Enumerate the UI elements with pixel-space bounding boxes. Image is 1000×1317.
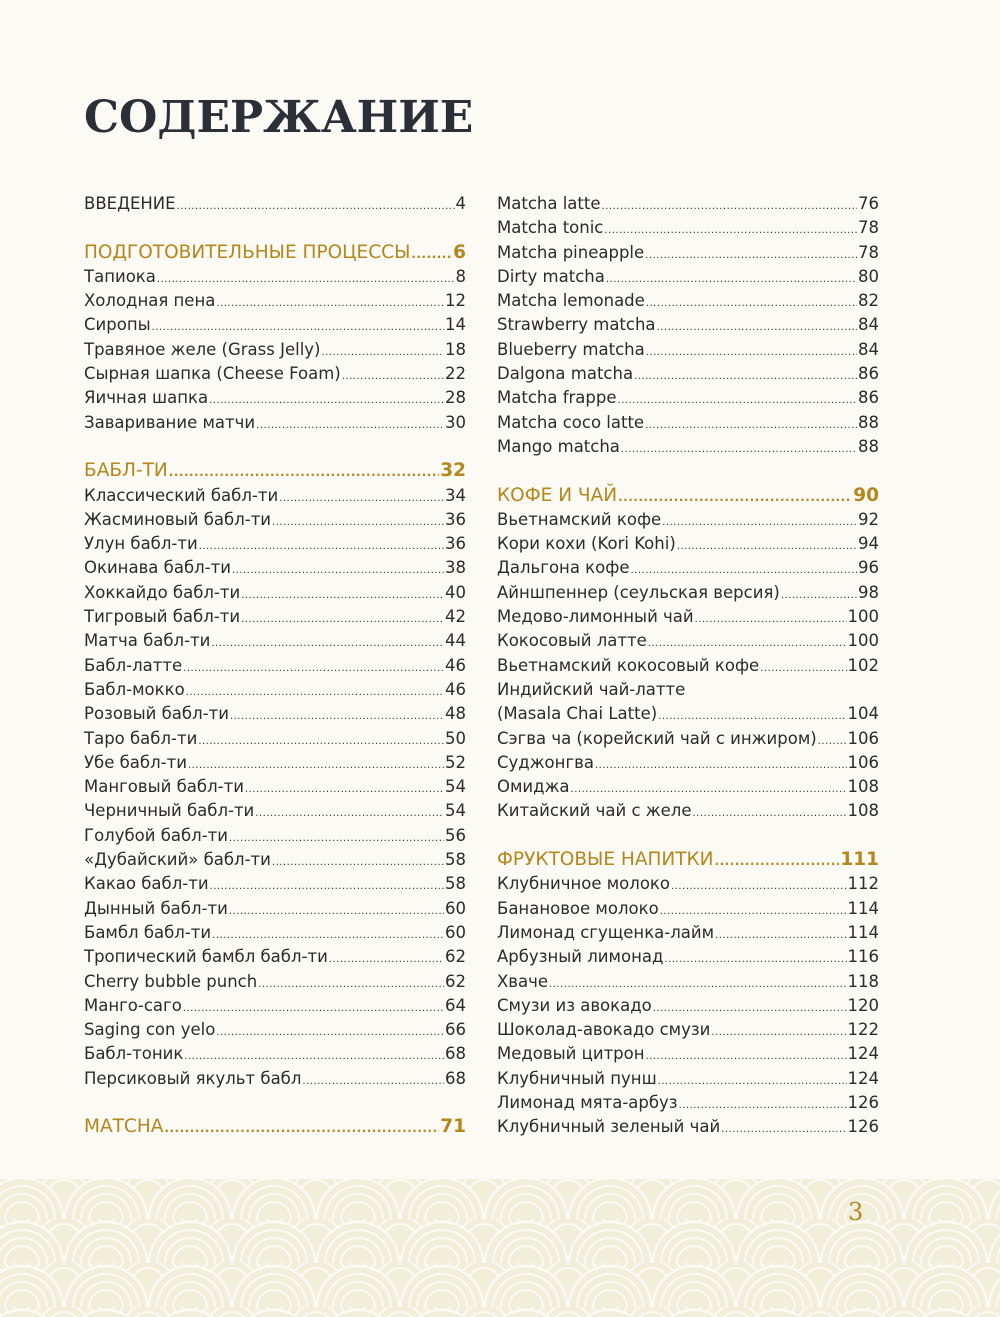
- toc-entry[interactable]: [84, 532, 466, 556]
- toc-entry-page: 76: [858, 194, 879, 213]
- toc-entry-title: Лимонад сгущенка-лайм: [497, 922, 715, 942]
- toc-entry[interactable]: [497, 192, 879, 216]
- toc-entry-title: (Masala Chai Latte): [497, 704, 658, 724]
- toc-entry-title: Сиропы: [84, 315, 151, 335]
- toc-entry-title: МАТСНА: [84, 1116, 164, 1138]
- dot-leader: [210, 875, 444, 899]
- toc-entry-page: 100: [847, 607, 879, 627]
- toc-entry-page: 68: [445, 1068, 466, 1088]
- toc-entry-page: 104: [847, 704, 879, 724]
- toc-entry-page: 58: [445, 874, 466, 894]
- toc-entry-page: 42: [445, 607, 466, 627]
- toc-entry-title: Dalgona matcha: [497, 364, 634, 384]
- toc-entry[interactable]: [497, 216, 879, 240]
- dot-leader: [646, 292, 857, 316]
- toc-entry[interactable]: [497, 411, 879, 435]
- dot-leader: [256, 414, 444, 438]
- toc-entry-title: Какао бабл-ти: [84, 874, 209, 894]
- toc-right-column: [497, 192, 879, 1140]
- toc-entry[interactable]: [497, 313, 879, 337]
- toc-entry-title: Арбузный лимонад: [497, 947, 664, 967]
- toc-entry-title: Индийский чай-латте: [497, 679, 686, 699]
- toc-entry-page: 80: [858, 266, 879, 286]
- toc-entry[interactable]: [84, 1042, 466, 1066]
- toc-entry[interactable]: [497, 654, 879, 678]
- toc-entry-page: 84: [858, 315, 879, 335]
- dot-leader: [711, 1021, 846, 1045]
- toc-entry-page: 60: [445, 922, 466, 942]
- toc-entry-page: 36: [445, 534, 466, 554]
- toc-entry[interactable]: [497, 508, 879, 532]
- toc-entry-page: 66: [445, 1020, 466, 1040]
- toc-entry-title: Убе бабл-ти: [84, 752, 187, 772]
- toc-entry[interactable]: [84, 581, 466, 605]
- toc-entry-title: Манговый бабл-ти: [84, 777, 244, 797]
- toc-entry[interactable]: [497, 289, 879, 313]
- dot-leader: [216, 1021, 444, 1045]
- toc-entry-page: 60: [445, 898, 466, 918]
- dot-leader: [646, 1045, 847, 1069]
- toc-entry-title: Matcha coco latte: [497, 412, 645, 432]
- toc-section-heading[interactable]: [497, 848, 879, 872]
- toc-entry[interactable]: [497, 897, 879, 921]
- toc-entry-title: Matcha tonic: [497, 218, 604, 238]
- toc-entry-page: 50: [445, 728, 466, 748]
- toc-entry-title: Cherry bubble punch: [84, 971, 258, 991]
- dot-leader: [169, 460, 439, 484]
- toc-entry-page: 120: [847, 995, 879, 1015]
- toc-entry-title: Окинава бабл-ти: [84, 558, 231, 578]
- toc-entry[interactable]: [497, 265, 879, 289]
- toc-entry[interactable]: [84, 751, 466, 775]
- toc-entry-title: Китайский чай с желе: [497, 801, 692, 821]
- toc-entry[interactable]: [84, 970, 466, 994]
- toc-entry-page: 22: [445, 364, 466, 384]
- toc-entry[interactable]: [84, 678, 466, 702]
- toc-entry[interactable]: [497, 702, 879, 726]
- toc-entry-page: 78: [858, 242, 879, 262]
- toc-entry-page: 4: [455, 194, 466, 213]
- toc-entry-page: 18: [445, 339, 466, 359]
- toc-entry[interactable]: [497, 1067, 879, 1091]
- toc-entry-page: 82: [858, 291, 879, 311]
- toc-entry-page: 52: [445, 752, 466, 772]
- toc-left-column: [84, 192, 466, 1140]
- toc-entry[interactable]: [84, 484, 466, 508]
- toc-entry-title: Бабл-тоник: [84, 1044, 184, 1064]
- toc-entry[interactable]: [497, 362, 879, 386]
- toc-entry-page: 71: [440, 1116, 466, 1138]
- toc-entry[interactable]: [84, 605, 466, 629]
- toc-entry-page: 78: [858, 218, 879, 238]
- toc-entry[interactable]: [84, 654, 466, 678]
- toc-entry-page: 94: [858, 534, 879, 554]
- toc-entry[interactable]: [497, 970, 879, 994]
- toc-entry-title: Айншпеннер (сеульская версия): [497, 582, 780, 602]
- toc-entry-title: Банановое молоко: [497, 898, 659, 918]
- toc-entry[interactable]: [497, 1018, 879, 1042]
- toc-entry-title: Хваче: [497, 971, 549, 991]
- toc-spacer: [84, 216, 466, 240]
- toc-entry-page: 54: [445, 801, 466, 821]
- toc-entry-title: Холодная пена: [84, 291, 216, 311]
- toc-entry[interactable]: [497, 921, 879, 945]
- dot-leader: [411, 242, 452, 266]
- toc-entry-page: 86: [858, 388, 879, 408]
- toc-entry-title: Matcha latte: [497, 194, 601, 213]
- toc-entry-page: 62: [445, 947, 466, 967]
- dot-leader: [677, 535, 857, 559]
- toc-section-heading[interactable]: [84, 459, 466, 483]
- dot-leader: [199, 535, 444, 559]
- toc-section-heading[interactable]: [497, 484, 879, 508]
- dot-leader: [211, 632, 444, 656]
- toc-entry[interactable]: [497, 338, 879, 362]
- dot-leader: [760, 657, 846, 681]
- toc-entry-title: Вьетнамский кофе: [497, 509, 662, 529]
- toc-entry-title: Saging con yelo: [84, 1020, 216, 1040]
- toc-entry[interactable]: [84, 192, 466, 216]
- toc-entry-title: Dirty matcha: [497, 266, 605, 286]
- dot-leader: [258, 973, 444, 997]
- dot-leader: [692, 802, 846, 826]
- toc-entry-title: Таро бабл-ти: [84, 728, 198, 748]
- dot-leader: [645, 414, 857, 438]
- toc-spacer: [84, 1091, 466, 1115]
- toc-entry[interactable]: [84, 1018, 466, 1042]
- toc-entry[interactable]: [84, 921, 466, 945]
- toc-entry[interactable]: [497, 727, 879, 751]
- toc-entry[interactable]: [84, 824, 466, 848]
- dot-leader: [183, 997, 444, 1021]
- toc-entry-page: 111: [840, 849, 879, 871]
- toc-entry-title: «Дубайский» бабл-ти: [84, 850, 271, 870]
- toc-entry[interactable]: [497, 605, 879, 629]
- toc-entry[interactable]: [497, 629, 879, 653]
- dot-leader: [618, 389, 857, 413]
- toc-entry[interactable]: [84, 508, 466, 532]
- toc-entry-title: Заваривание матчи: [84, 412, 256, 432]
- dot-leader: [342, 365, 444, 389]
- toc-entry-title: Голубой бабл-ти: [84, 825, 229, 845]
- toc-entry[interactable]: [497, 435, 879, 459]
- toc-entry[interactable]: [84, 702, 466, 726]
- toc-entry-title: Травяное желе (Grass Jelly): [84, 339, 321, 359]
- toc-entry-title: Клубничный пунш: [497, 1068, 657, 1088]
- toc-entry-page: 46: [445, 655, 466, 675]
- dot-leader: [216, 292, 444, 316]
- toc-entry[interactable]: [497, 386, 879, 410]
- dot-leader: [618, 485, 852, 509]
- toc-entry-page: 84: [858, 339, 879, 359]
- dot-leader: [662, 511, 857, 535]
- toc-entry[interactable]: [84, 897, 466, 921]
- toc-entry-title: Розовый бабл-ти: [84, 704, 229, 724]
- toc-entry[interactable]: [497, 994, 879, 1018]
- toc-entry-title: Манго-саго: [84, 995, 182, 1015]
- toc-entry-title: Бабл-мокко: [84, 679, 185, 699]
- dot-leader: [664, 948, 846, 972]
- dot-leader: [198, 730, 444, 754]
- dot-leader: [241, 608, 444, 632]
- toc-entry-title: Клубничный зеленый чай: [497, 1117, 721, 1137]
- toc-entry-page: 114: [847, 898, 879, 918]
- dot-leader: [329, 948, 444, 972]
- toc-entry-title: ВВЕДЕНИЕ: [84, 194, 176, 213]
- toc-entry-page: 102: [847, 655, 879, 675]
- toc-entry-title: Дынный бабл-ти: [84, 898, 228, 918]
- toc-entry-page: 108: [847, 801, 879, 821]
- toc-entry-title: Тигровый бабл-ти: [84, 607, 241, 627]
- toc-entry-page: 98: [858, 582, 879, 602]
- toc-entry-page: 54: [445, 777, 466, 797]
- toc-entry-page: 30: [445, 412, 466, 432]
- toc-entry-title: Классический бабл-ти: [84, 485, 279, 505]
- toc-entry[interactable]: [497, 678, 879, 702]
- toc-entry-title: Омиджа: [497, 777, 570, 797]
- dot-leader: [621, 438, 857, 462]
- toc-entry-title: Strawberry matcha: [497, 315, 656, 335]
- toc-entry-page: 108: [847, 777, 879, 797]
- toc-entry[interactable]: [497, 872, 879, 896]
- toc-entry-page: 116: [847, 947, 879, 967]
- toc-entry-page: 34: [445, 485, 466, 505]
- toc-entry[interactable]: [84, 338, 466, 362]
- dot-leader: [715, 849, 840, 873]
- toc-entry[interactable]: [84, 313, 466, 337]
- toc-entry-title: Персиковый якульт бабл: [84, 1068, 302, 1088]
- toc-entry-title: Кори кохи (Kori Kohi): [497, 534, 676, 554]
- toc-entry-title: Тропический бамбл бабл-ти: [84, 947, 328, 967]
- dot-leader: [272, 511, 444, 535]
- toc-entry[interactable]: [84, 1067, 466, 1091]
- dot-leader: [657, 316, 857, 340]
- dot-leader: [646, 341, 857, 365]
- toc-entry-title: ПОДГОТОВИТЕЛЬНЫЕ ПРОЦЕССЫ: [84, 241, 411, 263]
- toc-entry-page: 28: [445, 388, 466, 408]
- dot-leader: [232, 559, 444, 583]
- toc-entry-page: 48: [445, 704, 466, 724]
- dot-leader: [230, 705, 444, 729]
- toc-entry-page: 62: [445, 971, 466, 991]
- toc-entry[interactable]: [84, 727, 466, 751]
- dot-leader: [721, 1118, 846, 1142]
- toc-entry-page: 126: [847, 1117, 879, 1137]
- dot-leader: [715, 924, 846, 948]
- toc-entry-title: Matcha lemonade: [497, 291, 645, 311]
- toc-entry[interactable]: [497, 775, 879, 799]
- toc-entry-title: Яичная шапка: [84, 388, 209, 408]
- toc-entry-page: 126: [847, 1092, 879, 1112]
- toc-entry-page: 56: [445, 825, 466, 845]
- dot-leader: [183, 657, 444, 681]
- toc-entry-page: 96: [858, 558, 879, 578]
- dot-leader: [602, 195, 858, 219]
- toc-entry-page: 124: [847, 1068, 879, 1088]
- toc-entry[interactable]: [84, 848, 466, 872]
- toc-entry-page: 58: [445, 850, 466, 870]
- toc-entry-page: 88: [858, 412, 879, 432]
- toc-entry-title: Хоккайдо бабл-ти: [84, 582, 241, 602]
- dot-leader: [241, 584, 444, 608]
- dot-leader: [695, 608, 847, 632]
- toc-entry[interactable]: [84, 872, 466, 896]
- toc-entry-title: Дальгона кофе: [497, 558, 630, 578]
- page-number: 3: [848, 1198, 864, 1226]
- toc-entry-title: ФРУКТОВЫЕ НАПИТКИ: [497, 849, 714, 871]
- toc-entry[interactable]: [84, 629, 466, 653]
- toc-entry-title: Медово-лимонный чай: [497, 607, 694, 627]
- dot-leader: [818, 730, 847, 754]
- toc-entry[interactable]: [497, 241, 879, 265]
- dot-leader: [229, 900, 444, 924]
- toc-entry-page: 122: [847, 1020, 879, 1040]
- toc-entry-title: Клубничное молоко: [497, 874, 670, 894]
- toc-entry-title: Суджонгва: [497, 752, 594, 772]
- toc-entry[interactable]: [84, 411, 466, 435]
- dot-leader: [245, 778, 444, 802]
- dot-leader: [595, 754, 847, 778]
- dot-leader: [658, 1070, 847, 1094]
- toc-entry-page: 112: [847, 874, 879, 894]
- toc-entry-page: 100: [847, 631, 879, 651]
- toc-entry[interactable]: [497, 1042, 879, 1066]
- toc-entry-page: 68: [445, 1044, 466, 1064]
- toc-entry-page: 92: [858, 509, 879, 529]
- toc-spacer: [497, 459, 879, 483]
- toc-entry-page: 8: [455, 266, 466, 286]
- page-title: СОДЕРЖАНИЕ: [84, 92, 474, 143]
- toc-entry-title: Mango matcha: [497, 436, 620, 456]
- toc-entry[interactable]: [84, 289, 466, 313]
- dot-leader: [671, 875, 847, 899]
- toc-entry-page: 36: [445, 509, 466, 529]
- toc-entry[interactable]: [84, 994, 466, 1018]
- dot-leader: [279, 487, 444, 511]
- toc-entry-page: 90: [853, 484, 879, 506]
- toc-entry[interactable]: [497, 532, 879, 556]
- toc-entry-page: 40: [445, 582, 466, 602]
- dot-leader: [177, 195, 455, 219]
- toc-entry-title: Смузи из авокадо: [497, 995, 652, 1015]
- toc-entry-title: Бамбл бабл-ти: [84, 922, 212, 942]
- toc-entry-page: 106: [847, 728, 879, 748]
- toc-entry-title: Сэгва ча (корейский чай с инжиром): [497, 728, 817, 748]
- dot-leader: [255, 802, 444, 826]
- toc-entry-title: Matcha pineapple: [497, 242, 645, 262]
- toc-entry-title: Blueberry matcha: [497, 339, 645, 359]
- dot-leader: [634, 365, 857, 389]
- toc-entry[interactable]: [497, 799, 879, 823]
- toc-entry-title: Тапиока: [84, 266, 156, 286]
- toc-entry-page: 118: [847, 971, 879, 991]
- toc-entry-page: 88: [858, 436, 879, 456]
- toc-entry-title: Сырная шапка (Cheese Foam): [84, 364, 341, 384]
- toc-entry-title: Черничный бабл-ти: [84, 801, 255, 821]
- toc-entry[interactable]: [497, 945, 879, 969]
- toc-entry[interactable]: [497, 1091, 879, 1115]
- toc-entry-page: 12: [445, 291, 466, 311]
- toc-entry[interactable]: [84, 945, 466, 969]
- toc-entry-title: БАБЛ-ТИ: [84, 460, 168, 482]
- toc-entry-title: Медовый цитрон: [497, 1044, 645, 1064]
- toc-entry-page: 38: [445, 558, 466, 578]
- toc-entry-page: 6: [453, 241, 466, 263]
- toc-entry-page: 86: [858, 364, 879, 384]
- toc-spacer: [84, 435, 466, 459]
- toc-entry[interactable]: [497, 1115, 879, 1139]
- toc-entry[interactable]: [497, 556, 879, 580]
- dot-leader: [272, 851, 444, 875]
- toc-entry-title: Лимонад мята-арбуз: [497, 1092, 678, 1112]
- toc-section-heading[interactable]: [84, 1115, 466, 1139]
- toc-spacer: [497, 824, 879, 848]
- toc-entry[interactable]: [84, 265, 466, 289]
- toc-entry[interactable]: [84, 556, 466, 580]
- toc-entry-page: 46: [445, 679, 466, 699]
- toc-entry[interactable]: [84, 362, 466, 386]
- toc-entry[interactable]: [84, 799, 466, 823]
- toc-entry-page: 14: [445, 315, 466, 335]
- toc-entry-page: 64: [445, 995, 466, 1015]
- dot-leader: [164, 1116, 439, 1140]
- toc-entry-page: 106: [847, 752, 879, 772]
- toc-entry-page: 114: [847, 922, 879, 942]
- toc-entry-title: КОФЕ И ЧАЙ: [497, 484, 618, 506]
- toc-entry-title: Вьетнамский кокосовый кофе: [497, 655, 760, 675]
- toc-entry-title: Жасминовый бабл-ти: [84, 509, 272, 529]
- toc-entry-title: Кокосовый латте: [497, 631, 647, 651]
- toc-entry-title: Шоколад-авокадо смузи: [497, 1020, 711, 1040]
- toc-entry[interactable]: [84, 386, 466, 410]
- toc-entry-title: Матча бабл-ти: [84, 631, 211, 651]
- toc-entry-page: 124: [847, 1044, 879, 1064]
- dot-leader: [302, 1070, 444, 1094]
- dot-leader: [645, 244, 857, 268]
- toc-entry-title: Бабл-латте: [84, 655, 183, 675]
- dot-leader: [781, 584, 857, 608]
- toc-entry[interactable]: [497, 751, 879, 775]
- toc-entry-page: 44: [445, 631, 466, 651]
- toc-entry[interactable]: [84, 775, 466, 799]
- toc-entry-title: Улун бабл-ти: [84, 534, 198, 554]
- toc-entry-page: 32: [440, 460, 466, 482]
- toc-entry-title: Matcha frappe: [497, 388, 617, 408]
- toc-section-heading[interactable]: [84, 241, 466, 265]
- toc-entry[interactable]: [497, 581, 879, 605]
